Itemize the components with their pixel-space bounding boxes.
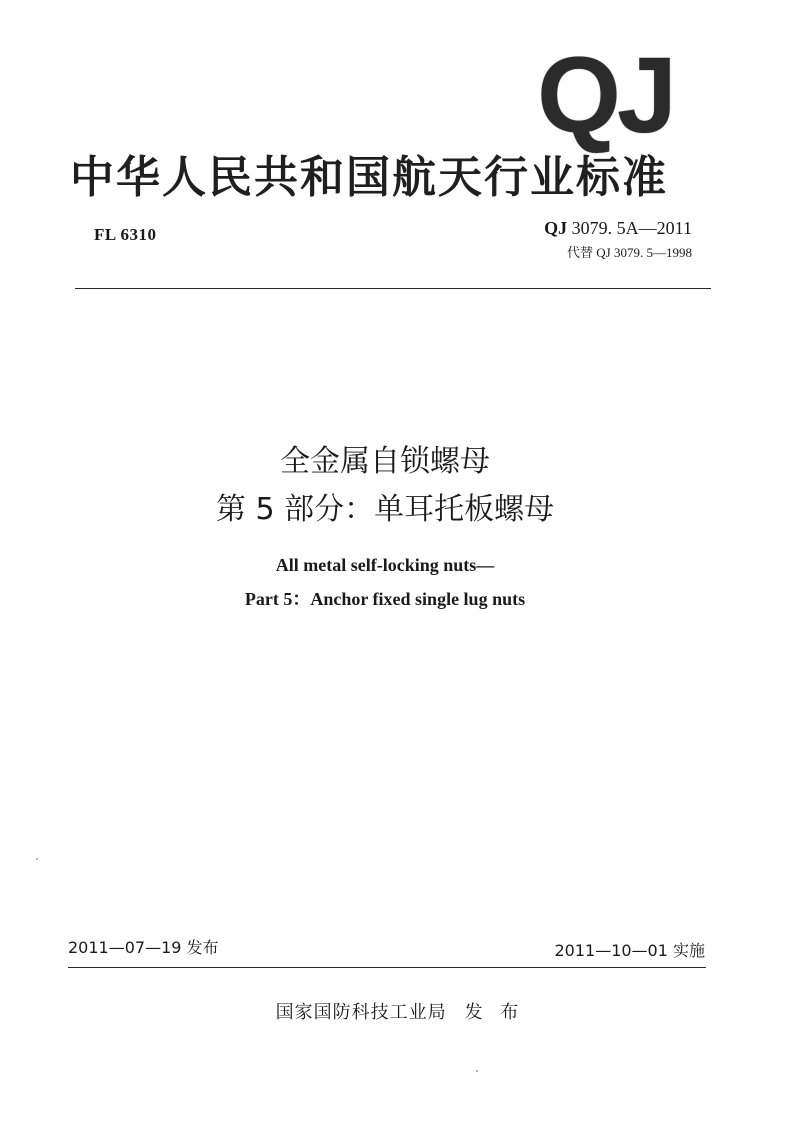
standard-number xyxy=(480,218,692,239)
issue-date: 2011—07—19 发布 xyxy=(68,938,219,957)
english-title-line2: Part 5：Anchor fixed single lug nuts xyxy=(244,589,526,609)
standard-type-heading: 中华人民共和国航天行业标准 xyxy=(70,152,668,203)
issuer-line xyxy=(0,998,800,1024)
standard-number-value: 3079. 5A—2011 xyxy=(571,218,692,238)
replaces-standard: 代替 QJ 3079. 5—1998 xyxy=(567,245,692,260)
standard-number-prefix: QJ xyxy=(544,218,568,238)
scan-speck xyxy=(36,858,38,860)
qj-logo: QJ xyxy=(536,34,674,155)
classification-code: FL 6310 xyxy=(94,225,157,244)
issuing-authority: 国家国防科技工业局 xyxy=(275,1002,447,1023)
chinese-title-line1: 全金属自锁螺母 xyxy=(280,444,490,479)
english-title-line1: All metal self-locking nuts— xyxy=(275,555,495,575)
chinese-title-line2: 第 5 部分：单耳托板螺母 xyxy=(215,492,555,527)
scan-speck xyxy=(476,1070,478,1072)
issue-action: 发 布 xyxy=(464,1002,525,1023)
implementation-date: 2011—10—01 实施 xyxy=(554,941,705,960)
bottom-divider xyxy=(68,967,706,968)
top-divider xyxy=(75,288,711,289)
